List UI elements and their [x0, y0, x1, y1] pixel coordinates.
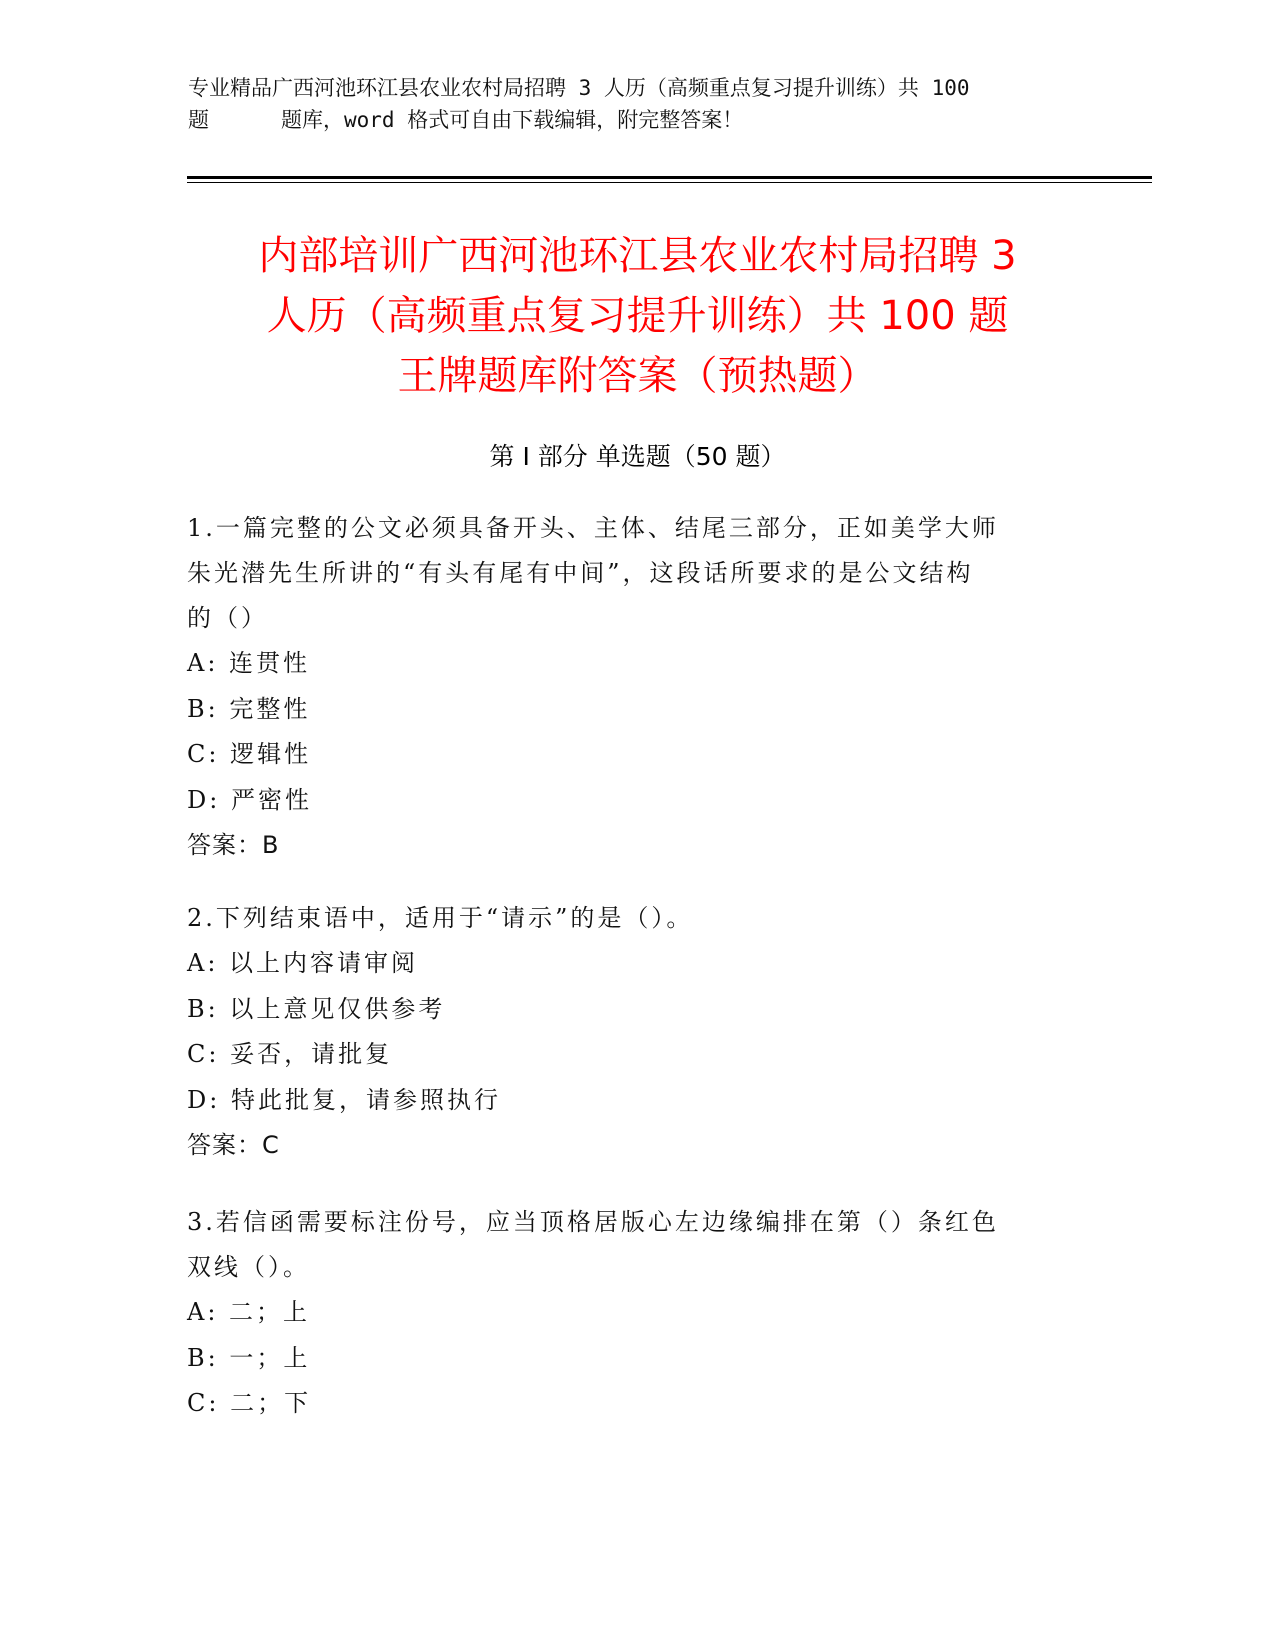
title-line-1: 内部培训广西河池环江县农业农村局招聘 3 [258, 233, 1017, 279]
question-3 [187, 1200, 1067, 1427]
option-b: B: 完整性 [187, 694, 311, 723]
section-title: 第 I 部分 单选题（50 题） [489, 442, 786, 471]
header-line-2 [188, 104, 1088, 136]
question-stem-line: 3.若信函需要标注份号，应当顶格居版心左边缘编排在第（）条红色 [187, 1208, 999, 1236]
question-stem-line: 朱光潜先生所讲的“有头有尾有中间”，这段话所要求的是公文结构 [187, 559, 974, 587]
question-stem-line: 的（） [187, 604, 268, 632]
header-divider-thick [187, 176, 1152, 179]
header-line-1: 专业精品广西河池环江县农业农村局招聘 3 人历（高频重点复习提升训练）共 100 [188, 76, 970, 100]
question-1 [187, 506, 1067, 868]
option-b: B: 以上意见仅供参考 [187, 994, 446, 1023]
question-stem-line: 双线（）。 [187, 1253, 310, 1281]
question-stem-line: 2.下列结束语中，适用于“请示”的是（）。 [187, 904, 694, 932]
question-2 [187, 896, 1067, 1168]
question-stem-line: 1.一篇完整的公文必须具备开头、主体、结尾三部分，正如美学大师 [187, 514, 999, 542]
answer: 答案：B [187, 831, 280, 859]
title-line-3: 王牌题库附答案（预热题） [397, 353, 878, 399]
option-a: A: 连贯性 [187, 649, 311, 677]
option-a: A: 以上内容请审阅 [187, 949, 419, 977]
answer: 答案：C [187, 1131, 280, 1159]
option-a: A: 二；上 [187, 1298, 311, 1326]
title-line-2: 人历（高频重点复习提升训练）共 100 题 [266, 293, 1009, 339]
option-b: B: 一；上 [187, 1343, 311, 1372]
header-line-2-right: 题库，word 格式可自由下载编辑，附完整答案！ [281, 108, 744, 132]
option-d: D: 严密性 [187, 785, 312, 814]
page-header [188, 72, 1088, 136]
option-c: C: 二；下 [187, 1389, 312, 1417]
option-c: C: 逻辑性 [187, 740, 312, 768]
header-line-2-left: 题 [188, 108, 209, 132]
option-d: D: 特此批复，请参照执行 [187, 1085, 501, 1114]
document-title [160, 226, 1115, 406]
option-c: C: 妥否，请批复 [187, 1040, 393, 1068]
header-divider-thin [187, 182, 1152, 183]
